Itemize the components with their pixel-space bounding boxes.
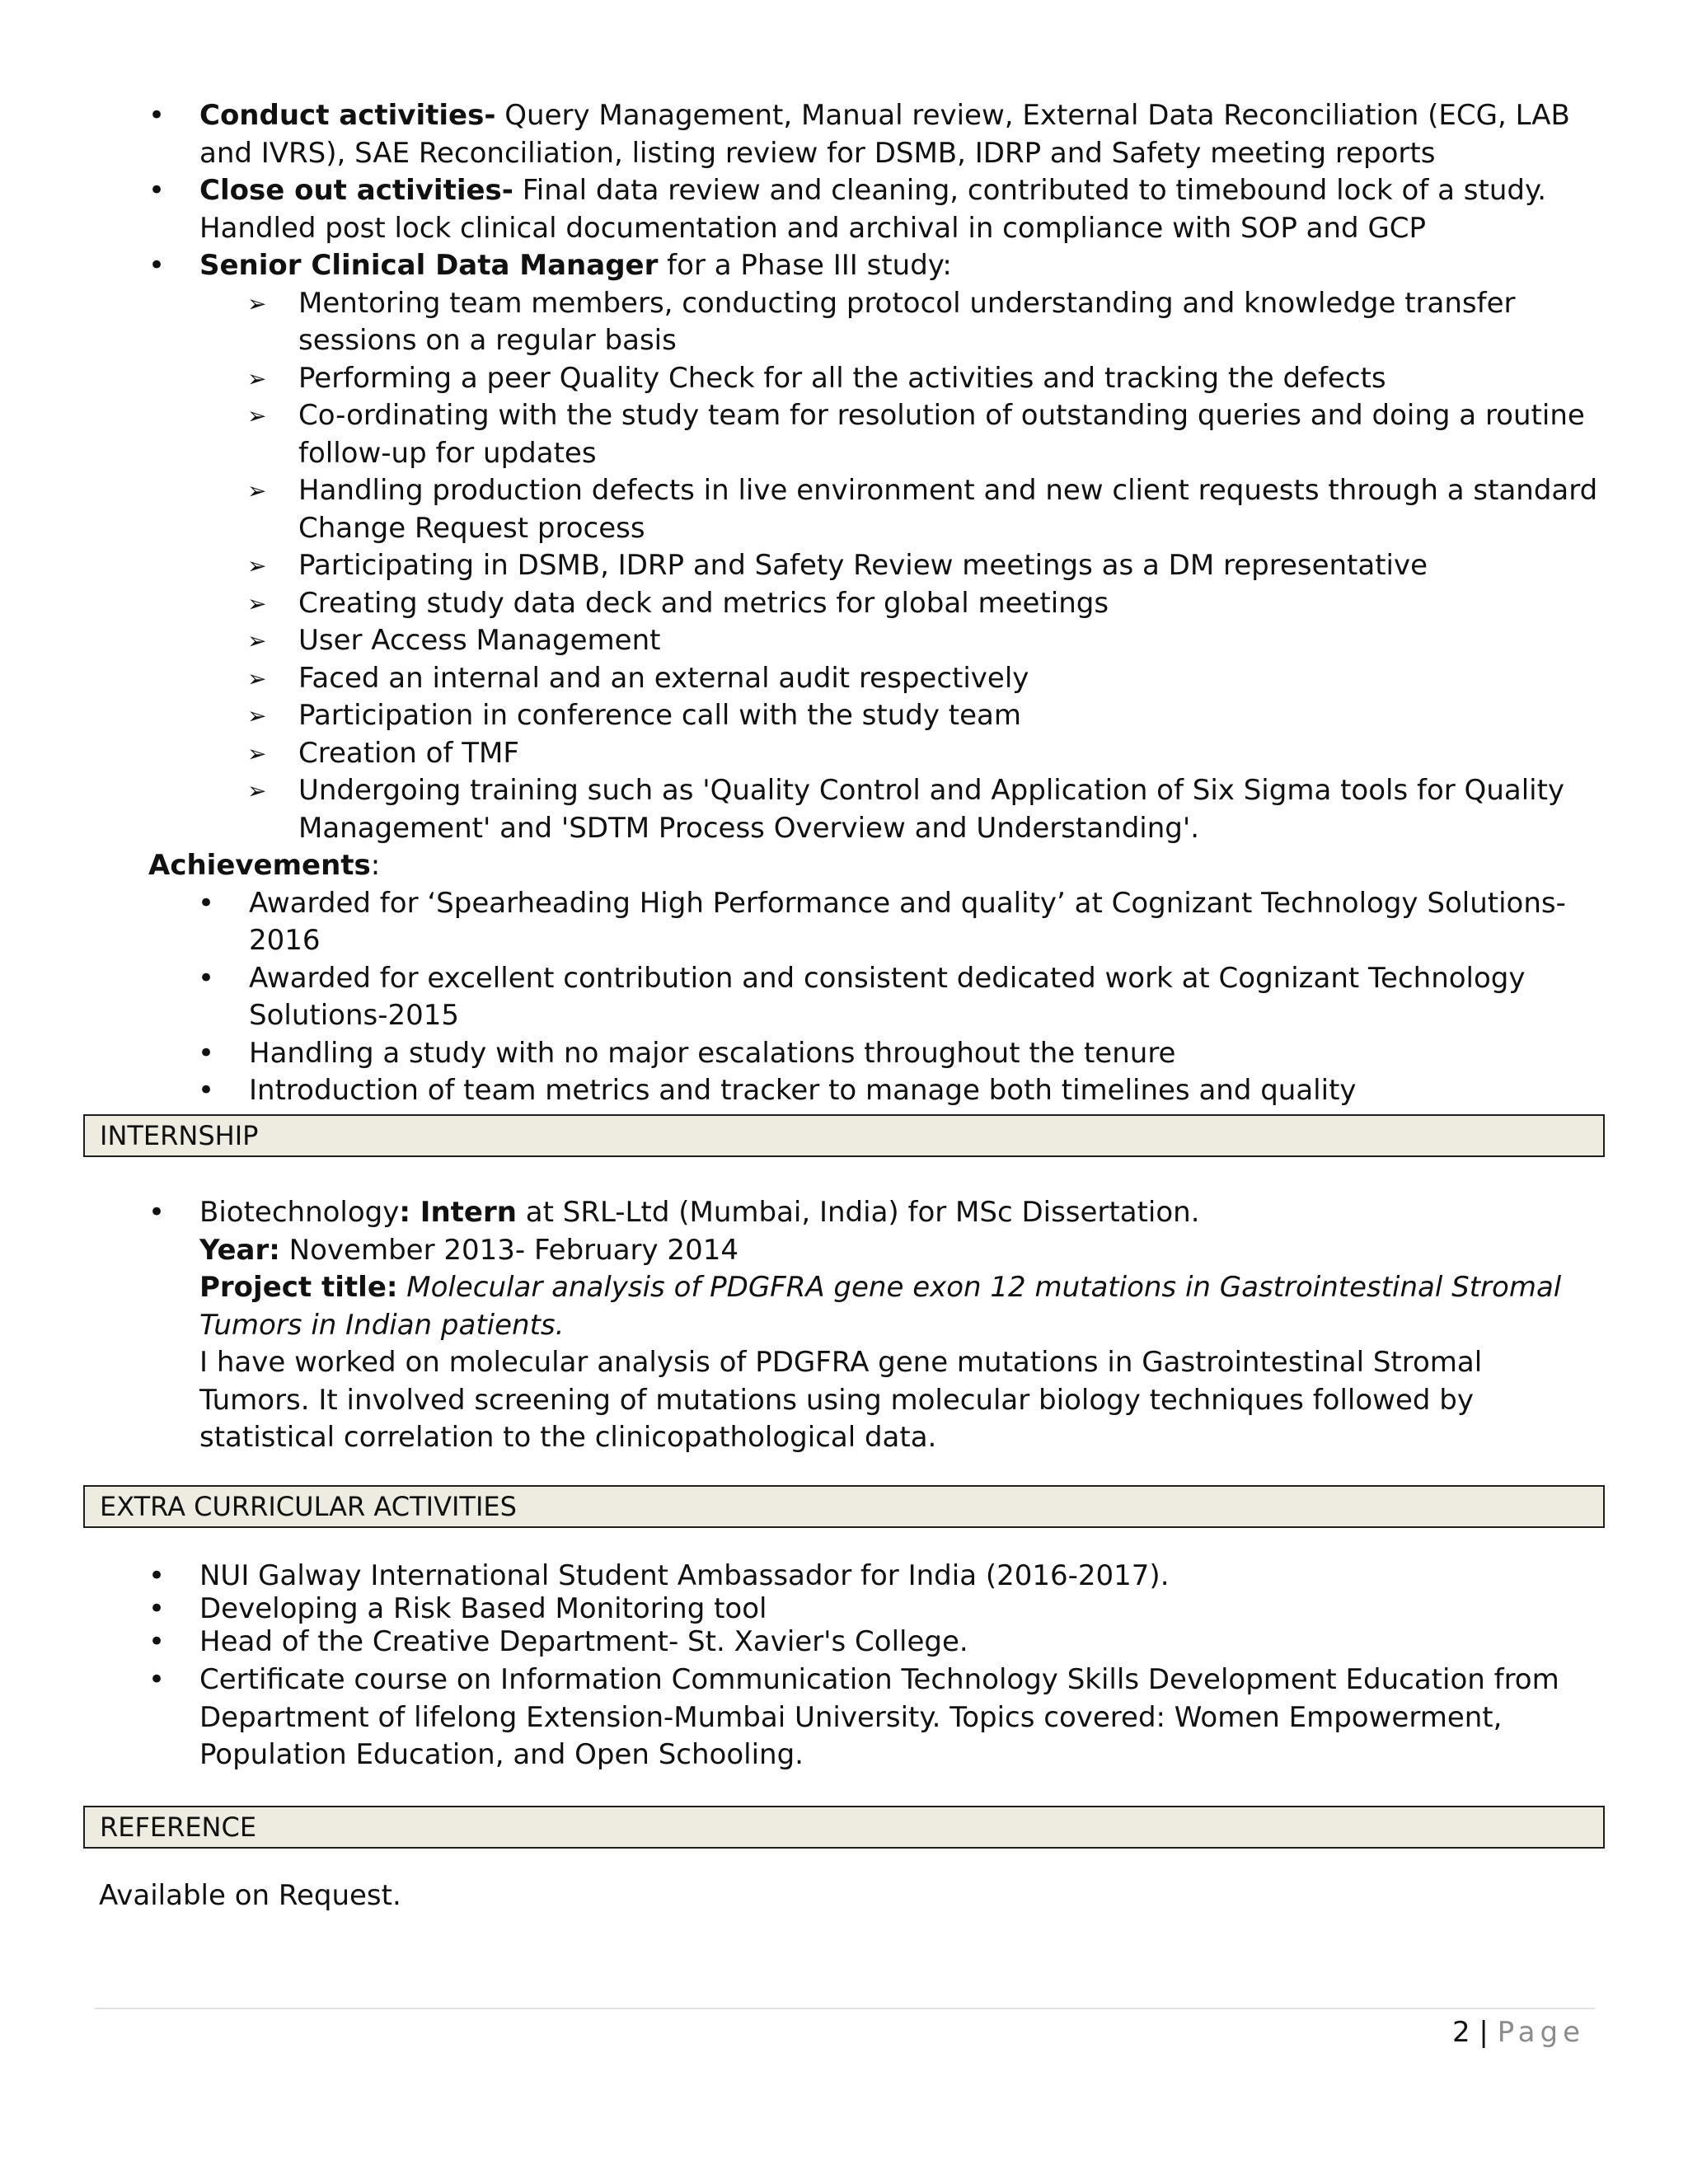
activity-label: Conduct activities- xyxy=(199,99,496,132)
extracurricular-section xyxy=(148,1559,1599,1774)
responsibility-list xyxy=(148,285,1599,848)
arrow-bullet-icon: ➢ xyxy=(247,702,267,729)
list-item: ➢ Undergoing training such as 'Quality Control and Application of Six Sigma tools for Quality Management' and 'SDTM Process Overview and Understanding'. xyxy=(247,774,1565,845)
list-item xyxy=(148,97,1599,172)
list-item: • NUI Galway International Student Ambassador for India (2016-2017). xyxy=(148,1559,1599,1592)
activity-label: Senior Clinical Data Manager xyxy=(199,249,659,282)
internship-list xyxy=(148,1194,1599,1457)
section-heading-internship: INTERNSHIP xyxy=(83,1114,1605,1157)
arrow-bullet-icon: ➢ xyxy=(247,552,267,579)
reference-text: Available on Request. xyxy=(99,1879,401,1912)
list-item: ➢ Mentoring team members, conducting protocol understanding and knowledge transfer sessions on a regular basis xyxy=(247,286,1516,357)
list-item: ➢ Performing a peer Quality Check for all the activities and tracking the defects xyxy=(247,360,1599,398)
list-item: • Developing a Risk Based Monitoring tool xyxy=(148,1592,1599,1625)
list-item: ➢ Creation of TMF xyxy=(247,735,1599,773)
achievements-heading: Achievements: xyxy=(148,849,381,882)
list-item: • Head of the Creative Department- St. Xavier's College. xyxy=(148,1625,1599,1658)
list-item: • Biotechnology: Intern at SRL-Ltd (Mumbai, India) for MSc Dissertation. Year: November 2013- February 2014 Project title: Molecular analysis of PDGFRA gene exon 12 mutations in Gastrointestinal Stromal Tumors in Indian patients. I have worked on molecular analysis of PDGFRA gene mutations in Gastrointestinal Stromal Tumors. It involved screening of mutations using molecular biology techniques followed by statistical correlation to the clinicopathological data. xyxy=(148,1194,1599,1457)
activity-text: for a Phase III study: xyxy=(658,249,952,282)
list-item: • Certificate course on Information Communication Technology Skills Development Education from Department of lifelong Extension-Mumbai University. Topics covered: Women Empowerment, Population Education, and Open Schooling. xyxy=(148,1661,1599,1774)
internship-description: I have worked on molecular analysis of PDGFRA gene mutations in Gastrointestinal Stromal Tumors. It involved screening of mutations using molecular biology techniques followed by statistical correlation to the clinicopathological data. xyxy=(199,1346,1483,1454)
list-item: ➢ User Access Management xyxy=(247,622,1599,660)
list-item: ➢ Co-ordinating with the study team for resolution of outstanding queries and doing a routine follow-up for updates xyxy=(247,399,1585,470)
list-item: ➢ Handling production defects in live environment and new client requests through a standard Change Request process xyxy=(247,474,1598,545)
arrow-bullet-icon: ➢ xyxy=(247,739,267,767)
page-number: 2 xyxy=(1451,2016,1470,2049)
activity-label: Close out activities- xyxy=(199,174,513,207)
list-item: • Introduction of team metrics and tracker to manage both timelines and quality xyxy=(198,1072,1599,1110)
internship-section xyxy=(198,1194,1599,1457)
arrow-bullet-icon: ➢ xyxy=(247,364,267,392)
page-separator: | xyxy=(1479,2016,1489,2049)
list-item: • Handling a study with no major escalations throughout the tenure xyxy=(198,1035,1599,1073)
list-item: ➢ Creating study data deck and metrics for global meetings xyxy=(247,585,1599,623)
list-item: • Awarded for excellent contribution and consistent dedicated work at Cognizant Technology Solutions-2015 xyxy=(198,960,1599,1035)
arrow-bullet-icon: ➢ xyxy=(247,402,267,429)
experience-list xyxy=(148,97,1599,285)
arrow-bullet-icon: ➢ xyxy=(247,589,267,617)
list-item xyxy=(148,247,1599,285)
activity-text: Final data review and cleaning, contributed to timebound lock of a study. Handled post lock clinical documentation and archival in compliance with SOP and GCP xyxy=(199,174,1547,245)
arrow-bullet-icon: ➢ xyxy=(247,777,267,804)
list-item xyxy=(148,172,1599,247)
section-heading-extracurricular: EXTRA CURRICULAR ACTIVITIES xyxy=(83,1485,1605,1528)
arrow-bullet-icon: ➢ xyxy=(247,627,267,654)
footer-divider xyxy=(95,2008,1595,2009)
experience-section xyxy=(148,97,1599,1110)
extracurricular-list xyxy=(148,1559,1599,1774)
page-footer xyxy=(1452,2014,1585,2051)
list-item: ➢ Faced an internal and an external audit respectively xyxy=(247,660,1599,698)
arrow-bullet-icon: ➢ xyxy=(247,664,267,692)
arrow-bullet-icon: ➢ xyxy=(247,477,267,504)
arrow-bullet-icon: ➢ xyxy=(247,289,267,317)
list-item: • Awarded for ‘Spearheading High Performance and quality’ at Cognizant Technology Solutions-2016 xyxy=(198,885,1599,960)
list-item: ➢ Participation in conference call with the study team xyxy=(247,697,1599,735)
activity-text: Query Management, Manual review, External Data Reconciliation (ECG, LAB and IVRS), SAE Reconciliation, listing review for DSMB, IDRP and Safety meeting reports xyxy=(199,99,1570,170)
section-heading-reference: REFERENCE xyxy=(83,1806,1605,1849)
list-item: ➢ Participating in DSMB, IDRP and Safety Review meetings as a DM representative xyxy=(247,547,1599,585)
achievements-list xyxy=(198,885,1599,1110)
page-label: Page xyxy=(1497,2016,1585,2049)
